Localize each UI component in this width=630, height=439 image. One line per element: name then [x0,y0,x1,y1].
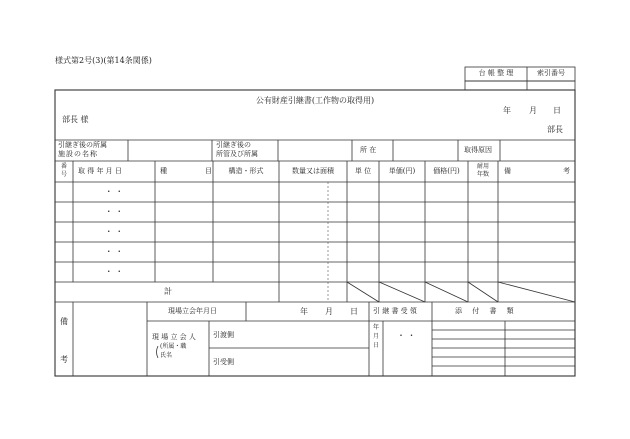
hdr-kind-r: 目 [205,167,212,175]
ymd-l1: 年 [373,324,380,331]
hdr-unit: 単 位 [354,167,372,175]
location-label: 所 在 [360,146,377,154]
receiver-side: 引受側 [213,358,234,366]
hdr-num-l2: 号 [60,171,67,178]
ymd-l3: 日 [373,342,380,349]
date-hi: 日 [553,106,561,115]
attached-docs-label: 添 付 書 類 [455,307,518,315]
hdr-note-r: 考 [563,167,570,175]
remarks-top: 備 [60,317,68,326]
sender: 部長 [547,125,563,134]
hdr-struct: 構造・形式 [228,167,264,175]
witness-date-label: 現場立会年月日 [168,307,217,315]
row-4-date: ・ ・ [104,247,124,256]
witness-date-hi: 日 [350,307,358,316]
row-2-date: ・ ・ [104,207,124,216]
form-title: 公有財産引継書(工作物の取得用) [255,96,375,105]
witness-date-nen: 年 [300,307,308,316]
hdr-num-l1: 番 [60,163,67,170]
daicho-label: 台 帳 整 理 [478,69,514,77]
witness-date-tsuki: 月 [325,307,333,316]
addressee: 部長 様 [62,115,89,124]
hdr-unit-price: 単価(円) [388,167,416,175]
row-3-date: ・ ・ [104,227,124,236]
row-5-date: ・ ・ [104,267,124,276]
hdr-price: 価格(円) [433,167,460,175]
witness-l2: (所属・職 [160,343,187,350]
dest-facility-l1: 引継ぎ後の所属 [58,141,107,149]
dest-manage-l2: 所管及び所属 [216,150,258,158]
row-1-date: ・ ・ [104,187,124,196]
form-id: 様式第2号(3)(第14条関係) [55,56,152,65]
hdr-kind-l: 種 [160,167,167,175]
date-nen: 年 [503,106,511,115]
ymd-dots: ・ ・ [397,331,416,340]
dest-manage-l1: 引継ぎ後の [216,141,251,149]
dest-facility-l2: 施設の名称 [58,150,98,158]
hdr-qty: 数量又は面積 [292,167,334,175]
total-label: 計 [164,287,172,296]
remarks-bottom: 考 [60,355,68,364]
hdr-note-l: 備 [504,167,511,175]
handover-side: 引渡側 [213,331,234,339]
hdr-date: 取 得 年 月 日 [78,167,122,175]
sakuin-label: 索引番号 [537,69,565,77]
witness-l1: 現 場 立 会 人 [152,333,196,341]
date-tsuki: 月 [529,106,537,115]
hdr-life-l1: 耐用 [476,163,489,170]
witness-l3: 氏名 [160,352,173,359]
acquire-reason-label: 取得原因 [464,146,492,154]
receipt-label: 引 継 書 受 領 [373,307,417,315]
ymd-l2: 月 [373,333,380,340]
hdr-life-l2: 年数 [476,171,489,178]
